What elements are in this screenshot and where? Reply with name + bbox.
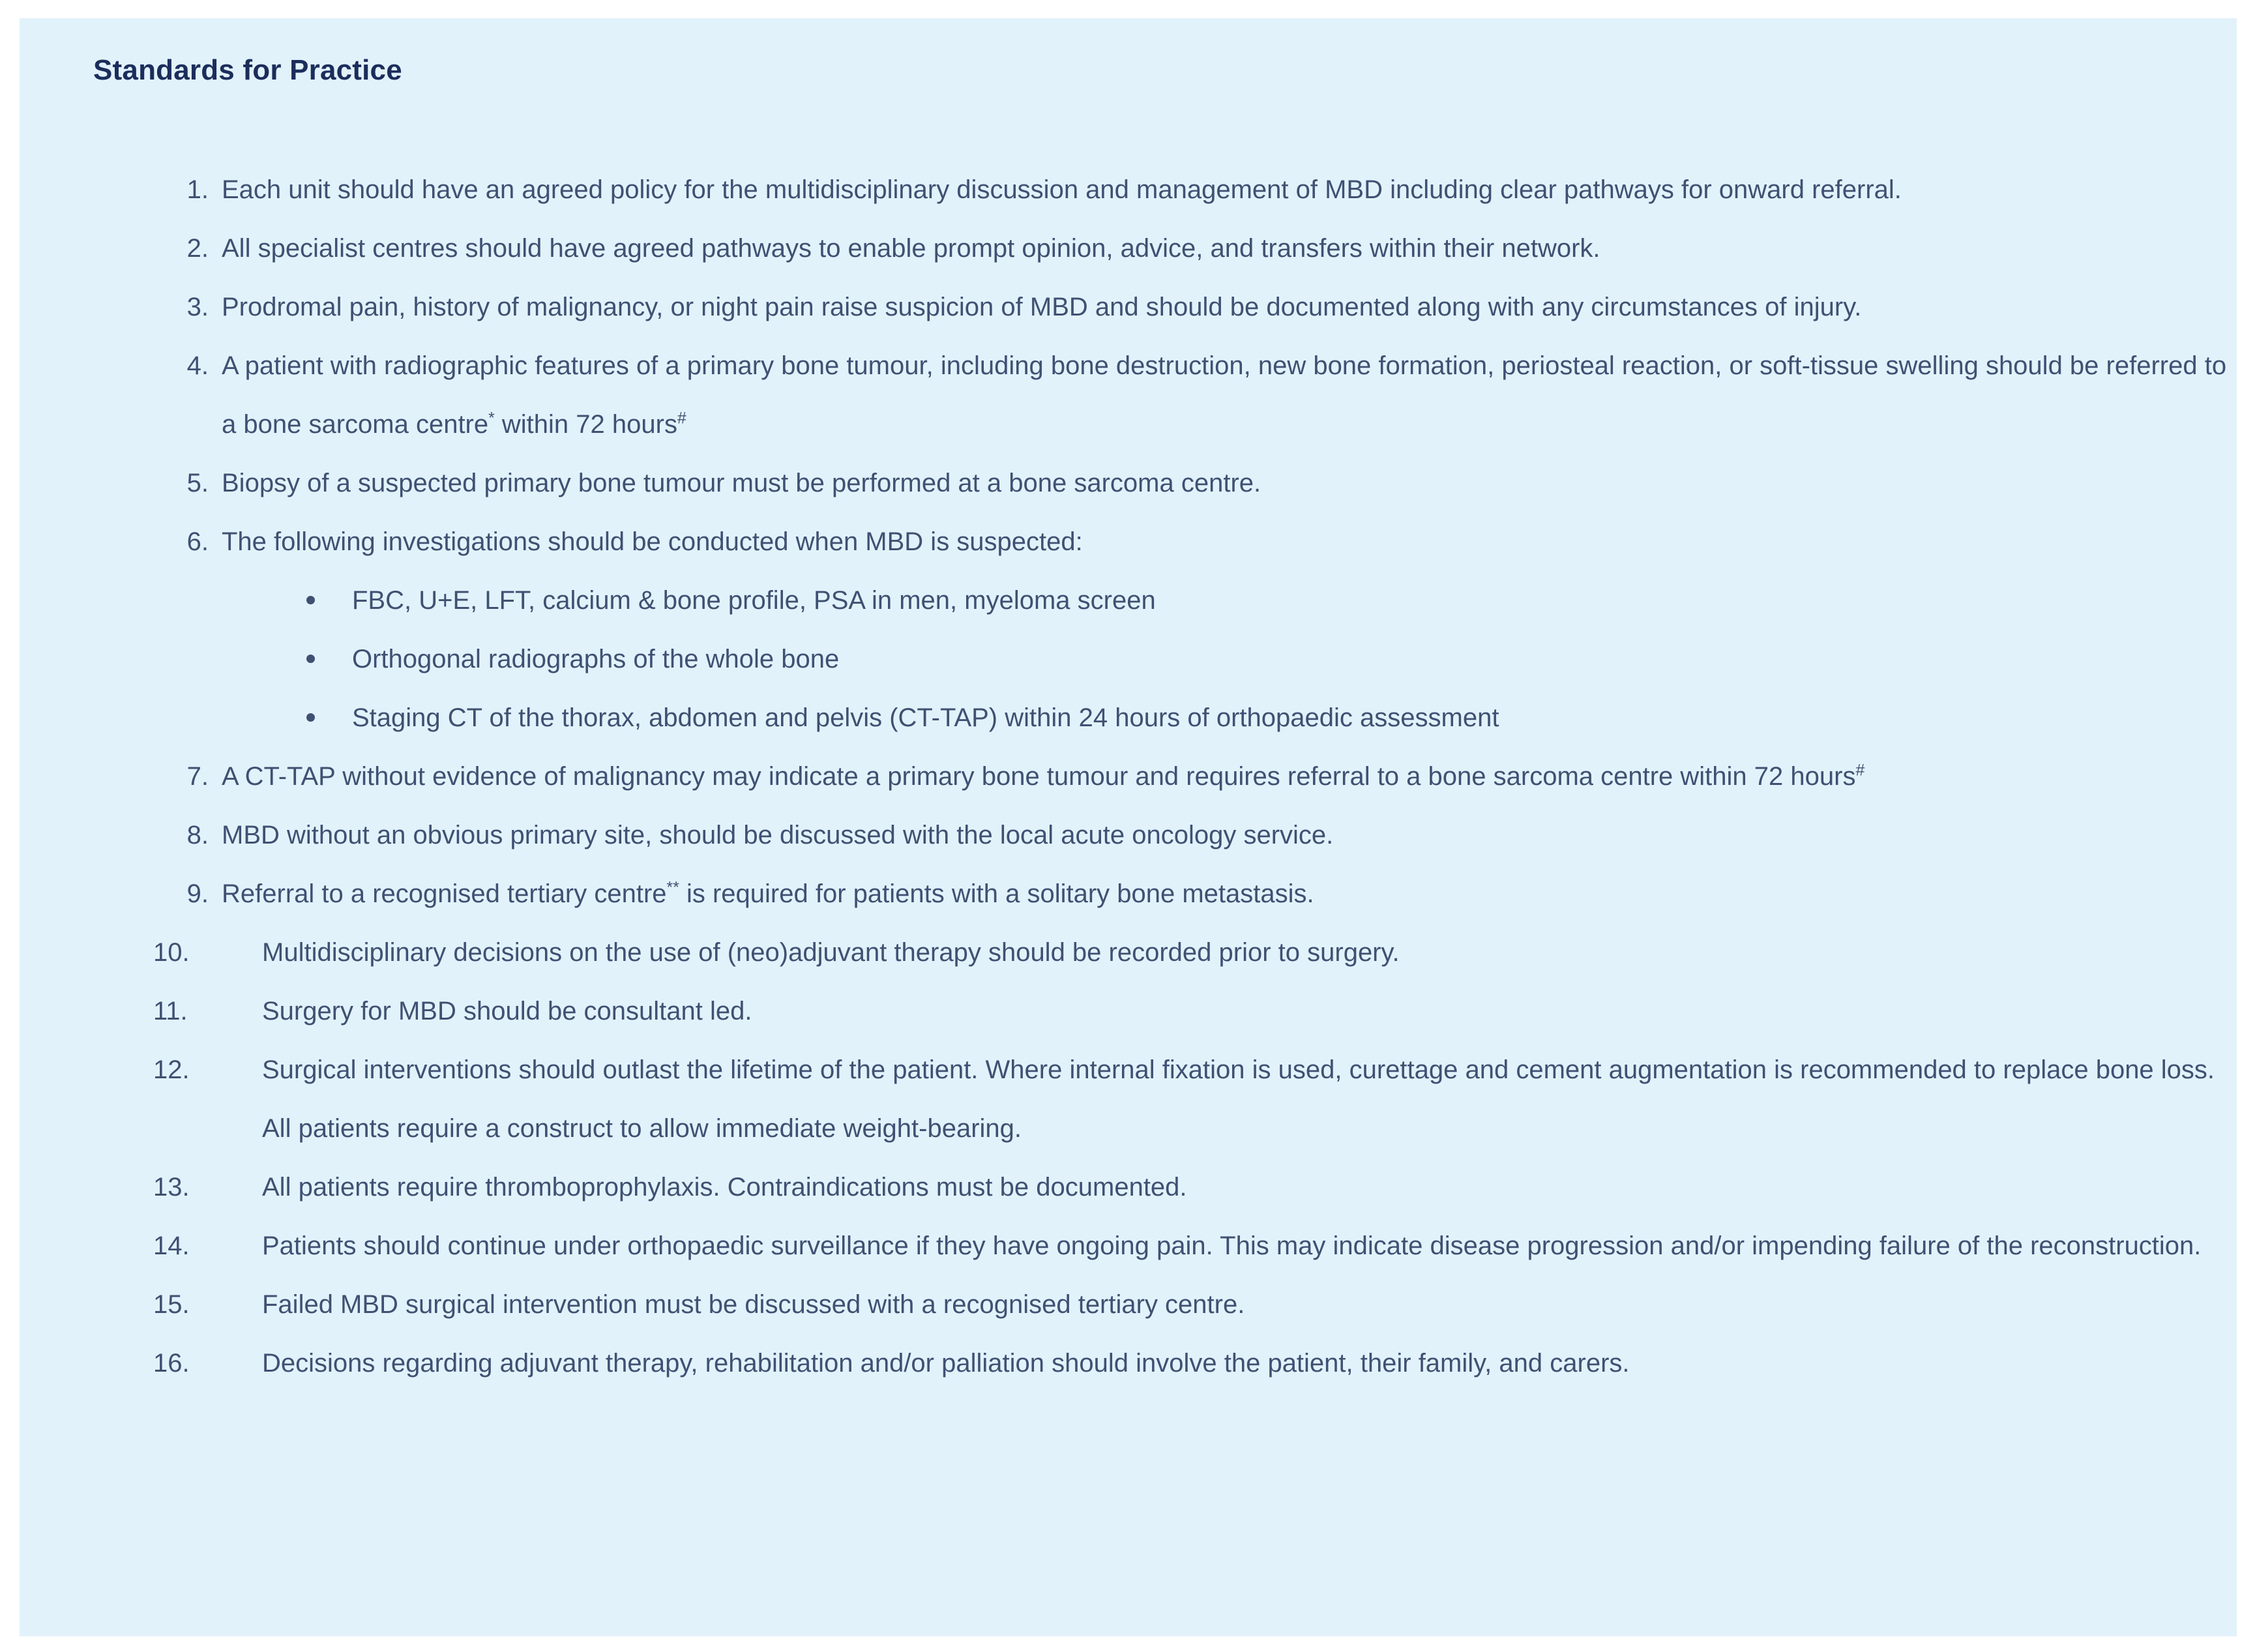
list-item xyxy=(20,630,2237,688)
bullet-icon xyxy=(306,655,315,663)
standard-item xyxy=(20,1158,2237,1217)
footnote-marker: # xyxy=(1855,761,1865,780)
standard-item-number: 15. xyxy=(153,1290,190,1319)
standards-panel xyxy=(20,18,2237,1636)
standard-item xyxy=(20,923,2237,982)
standard-item xyxy=(20,1275,2237,1334)
standard-item xyxy=(20,982,2237,1040)
standard-item-text: A patient with radiographic features of a primary bone tumour, including bone destruction, new bone formation, periosteal reaction, or soft-tissue swelling should be referred to a bone sarcoma centre* within 72 hours# xyxy=(222,351,2227,439)
standard-item xyxy=(20,1217,2237,1275)
standard-item-text: All specialist centres should have agreed pathways to enable prompt opinion, advice, and transfers within their network. xyxy=(222,234,1600,263)
standard-item-number: 8. xyxy=(186,821,209,849)
standard-item-number: 11. xyxy=(153,997,188,1025)
standard-item-text: Multidisciplinary decisions on the use of (neo)adjuvant therapy should be recorded prior to surgery. xyxy=(262,938,1400,967)
list-item xyxy=(20,688,2237,747)
standard-item-text: MBD without an obvious primary site, should be discussed with the local acute oncology service. xyxy=(222,821,1334,849)
standard-item xyxy=(20,219,2237,278)
standard-item-text: All patients require thromboprophylaxis. Contraindications must be documented. xyxy=(262,1173,1187,1202)
standard-item xyxy=(20,512,2237,571)
standard-item xyxy=(20,1040,2237,1158)
standard-item-text: The following investigations should be conducted when MBD is suspected: xyxy=(222,527,1083,556)
standard-item-number: 2. xyxy=(186,234,209,263)
footnote-marker: ** xyxy=(666,879,679,897)
standard-item xyxy=(20,278,2237,336)
bullet-icon xyxy=(306,596,315,604)
standard-item xyxy=(20,747,2237,806)
standard-item-number: 9. xyxy=(186,879,209,908)
standard-item xyxy=(20,864,2237,923)
standard-item xyxy=(20,1334,2237,1393)
standard-item-text: Biopsy of a suspected primary bone tumour must be performed at a bone sarcoma centre. xyxy=(222,469,1261,497)
standard-sub-list xyxy=(20,571,2237,747)
standard-item-text: Patients should continue under orthopaedic surveillance if they have ongoing pain. This may indicate disease progression and/or impending failure of the reconstruction. xyxy=(262,1232,2202,1260)
standard-item-number: 13. xyxy=(153,1173,190,1202)
list-item xyxy=(20,571,2237,630)
standard-item-text: Surgery for MBD should be consultant led. xyxy=(262,997,752,1025)
standard-item xyxy=(20,454,2237,512)
list-item-label: Orthogonal radiographs of the whole bone xyxy=(352,645,840,673)
standard-item-number: 10. xyxy=(153,938,190,967)
standard-item-text: Decisions regarding adjuvant therapy, rehabilitation and/or palliation should involve the patient, their family, and carers. xyxy=(262,1349,1630,1378)
standard-item-number: 12. xyxy=(153,1055,190,1084)
standard-item-number: 14. xyxy=(153,1232,190,1260)
standard-item xyxy=(20,160,2237,219)
standard-item-number: 4. xyxy=(186,351,209,380)
bullet-icon xyxy=(306,713,315,722)
standards-list xyxy=(20,160,2237,1393)
standard-item-number: 7. xyxy=(186,762,209,791)
standard-item-text: Failed MBD surgical intervention must be discussed with a recognised tertiary centre. xyxy=(262,1290,1245,1319)
standard-item-text: Referral to a recognised tertiary centre** is required for patients with a solitary bone metastasis. xyxy=(222,879,1314,908)
standard-item-text: Prodromal pain, history of malignancy, or night pain raise suspicion of MBD and should be documented along with any circumstances of injury. xyxy=(222,293,1862,321)
standard-item-number: 3. xyxy=(186,293,209,321)
standard-item-text: Surgical interventions should outlast the lifetime of the patient. Where internal fixation is used, curettage and cement augmentation is recommended to replace bone loss. All patients require a construct to allow immediate weight-bearing. xyxy=(262,1055,2215,1143)
standard-item xyxy=(20,336,2237,454)
standard-item xyxy=(20,806,2237,864)
standard-item-text: Each unit should have an agreed policy for the multidisciplinary discussion and management of MBD including clear pathways for onward referral. xyxy=(222,175,1902,204)
list-item-label: FBC, U+E, LFT, calcium & bone profile, PSA in men, myeloma screen xyxy=(352,586,1156,615)
standard-item-number: 16. xyxy=(153,1349,190,1378)
standard-item-number: 1. xyxy=(186,175,209,204)
footnote-marker: * xyxy=(488,409,495,428)
list-item-label: Staging CT of the thorax, abdomen and pelvis (CT-TAP) within 24 hours of orthopaedic assessment xyxy=(352,703,1499,732)
page-title: Standards for Practice xyxy=(93,54,402,86)
standard-item-text: A CT-TAP without evidence of malignancy may indicate a primary bone tumour and requires referral to a bone sarcoma centre within 72 hours# xyxy=(222,761,1865,791)
standard-item-number: 6. xyxy=(186,527,209,556)
standard-item-number: 5. xyxy=(186,469,209,497)
footnote-marker: # xyxy=(677,409,686,428)
